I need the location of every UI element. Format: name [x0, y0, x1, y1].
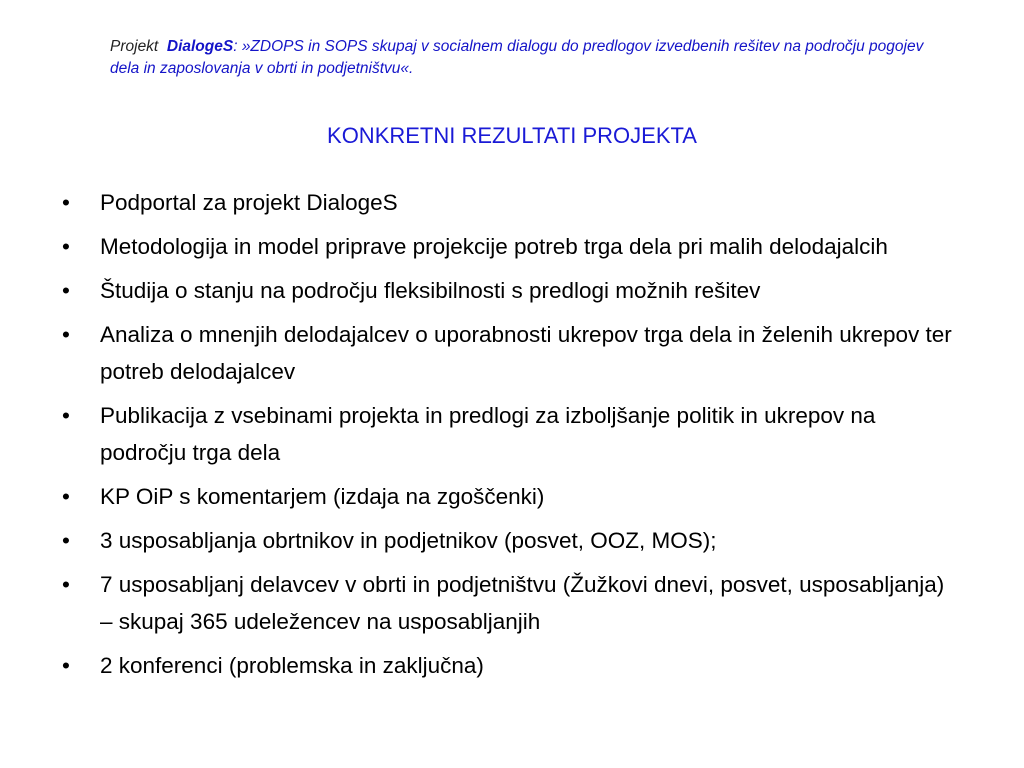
bullet-icon: • [62, 484, 70, 509]
list-item-text: Podportal za projekt DialogeS [100, 190, 398, 215]
slide-title: KONKRETNI REZULTATI PROJEKTA [327, 123, 697, 148]
bullet-icon: • [62, 528, 70, 553]
list-item [62, 316, 962, 390]
list-item [62, 566, 962, 640]
bullet-icon: • [62, 653, 70, 678]
list-item-text: KP OiP s komentarjem (izdaja na zgoščenki) [100, 484, 545, 509]
list-item [62, 228, 962, 265]
list-item [62, 397, 962, 471]
header-prefix: Projekt [110, 38, 159, 55]
results-list [62, 184, 962, 691]
list-item-text: Študija o stanju na področju fleksibilnosti s predlogi možnih rešitev [100, 278, 761, 303]
list-item-text: Metodologija in model priprave projekcije potreb trga dela pri malih delodajalcih [100, 234, 888, 259]
list-item-text: 3 usposabljanja obrtnikov in podjetnikov (posvet, OOZ, MOS); [100, 528, 717, 553]
list-item [62, 272, 962, 309]
bullet-icon: • [62, 234, 70, 259]
bullet-icon: • [62, 190, 70, 215]
bullet-icon: • [62, 322, 70, 347]
list-item-text: Analiza o mnenjih delodajalcev o uporabnosti ukrepov trga dela in želenih ukrepov ter potreb delodajalcev [100, 322, 952, 384]
project-header [110, 36, 940, 80]
list-item [62, 522, 962, 559]
bullet-icon: • [62, 403, 70, 428]
header-description: : »ZDOPS in SOPS skupaj v socialnem dialogu do predlogov izvedbenih rešitev na področju pogojev dela in zaposlovanja v obrti in podjetništvu«. [110, 38, 924, 77]
list-item-text: 2 konferenci (problemska in zaključna) [100, 653, 484, 678]
header-project-name: DialogeS [166, 38, 234, 55]
list-item-text: 7 usposabljanj delavcev v obrti in podjetništvu (Žužkovi dnevi, posvet, usposabljanja) – skupaj 365 udeležencev na usposabljanjih [100, 572, 945, 634]
list-item [62, 478, 962, 515]
bullet-icon: • [62, 278, 70, 303]
list-item [62, 184, 962, 221]
list-item-text: Publikacija z vsebinami projekta in predlogi za izboljšanje politik in ukrepov na področju trga dela [100, 403, 876, 465]
list-item [62, 647, 962, 684]
bullet-icon: • [62, 572, 70, 597]
